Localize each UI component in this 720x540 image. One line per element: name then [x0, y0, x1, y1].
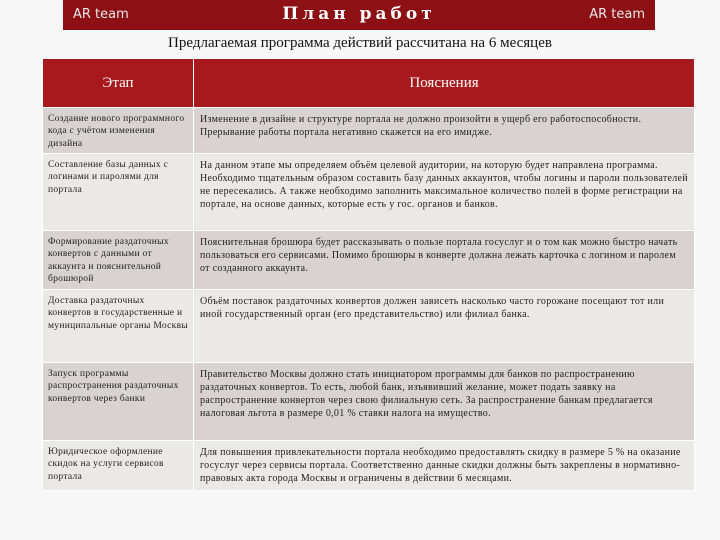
- page-title: План работ: [282, 4, 436, 24]
- description-cell: Пояснительная брошюра будет рассказывать о пользе портала госуслуг и о том как можно быстро начать пользоваться его сервисами. Помимо брошюры в конверте должна лежать карточка с логином и паролем от созданного аккаунта.: [194, 231, 695, 290]
- stage-cell: Создание нового программного кода с учётом изменения дизайна: [43, 108, 194, 154]
- table-header-row: [43, 59, 695, 108]
- stage-cell: Составление базы данных с логинами и паролями для портала: [43, 154, 194, 231]
- work-plan-table: [42, 58, 695, 491]
- table-row: [43, 290, 695, 363]
- table-row: [43, 441, 695, 491]
- table-row: [43, 108, 695, 154]
- description-cell: Изменение в дизайне и структуре портала не должно произойти в ущерб его работоспособности. Прерывание работы портала негативно скажется на его имидже.: [194, 108, 695, 154]
- brand-logo-left: AR team: [73, 7, 129, 22]
- stage-cell: Юридическое оформление скидок на услуги сервисов портала: [43, 441, 194, 491]
- description-cell: Для повышения привлекательности портала необходимо предоставлять скидку в размере 5 % на оказание госуслуг через сервисы портала. Соответственно данные скидки должны быть закреплены в нормативно-правовых акта города Москвы и ограничены в действии 6 месяцами.: [194, 441, 695, 491]
- header-bar: [63, 0, 655, 30]
- stage-cell: Доставка раздаточных конвертов в государственные и муниципальные органы Москвы: [43, 290, 194, 363]
- description-cell: На данном этапе мы определяем объём целевой аудитории, на которую будет направлена программа. Необходимо тщательным образом составить базу данных аккаунтов, чтобы логины и пароли пользователей не пересекались. А также необходимо заполнить максимальное количество полей в форме регистрации на портале, на основе данных, которые есть у гос. органов и банков.: [194, 154, 695, 231]
- table-row: [43, 231, 695, 290]
- column-header-description: Пояснения: [194, 59, 695, 108]
- description-cell: Правительство Москвы должно стать инициатором программы для банков по распространению раздаточных конвертов. То есть, любой банк, изъявивший желание, может подать заявку на распространение конвертов через свою филиальную сеть. За распространение банкам предлагается налоговая льгота в размере 0,01 % ставки налога на имущество.: [194, 363, 695, 441]
- description-cell: Объём поставок раздаточных конвертов должен зависеть насколько часто горожане посещают тот или иной государственный орган (его представительство) или филиал банка.: [194, 290, 695, 363]
- page-subtitle: Предлагаемая программа действий рассчитана на 6 месяцев: [168, 35, 552, 51]
- table-row: [43, 363, 695, 441]
- stage-cell: Формирование раздаточных конвертов с данными от аккаунта и пояснительной брошюрой: [43, 231, 194, 290]
- brand-logo-right: AR team: [589, 7, 645, 22]
- column-header-stage: Этап: [43, 59, 194, 108]
- table-row: [43, 154, 695, 231]
- stage-cell: Запуск программы распространения раздаточных конвертов через банки: [43, 363, 194, 441]
